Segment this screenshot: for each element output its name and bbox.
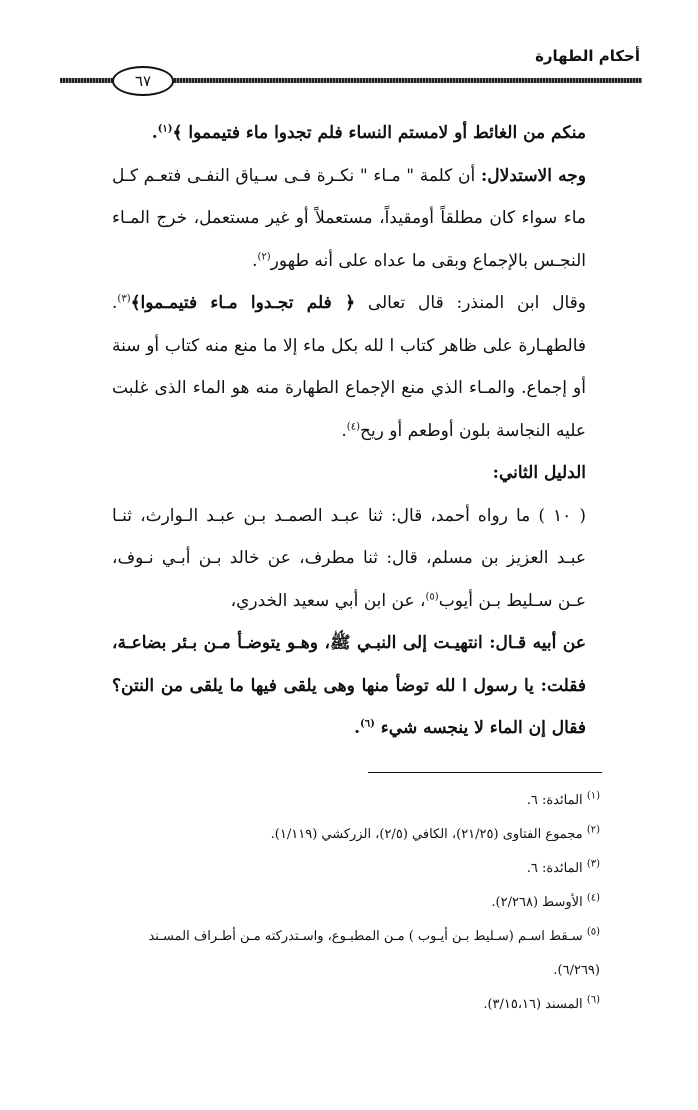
footnote-number: (٢) bbox=[586, 824, 600, 836]
footnote-number: (٣) bbox=[586, 858, 600, 870]
hadith-chain-end: ، عن ابن أبي سعيد الخدري، bbox=[230, 590, 426, 611]
footnote-number: (٥) bbox=[586, 926, 600, 938]
ibn-mundhir-end: . bbox=[341, 420, 347, 441]
footnote-ref-4: (٤) bbox=[346, 420, 360, 432]
main-text bbox=[112, 112, 586, 750]
second-proof-heading: الدليل الثاني: bbox=[492, 463, 586, 483]
hadith-chain-start: ( ١٠ ) ما رواه أحمد، قال: ثنا عبـد الصمـد بـن عبـد الـوارث، ثنـا عبـد العزيز بن مسلم، قال: ثنا مطرف، عن خالد بـن أبـي نـوف، عـن سـليط بـن أيوب bbox=[112, 505, 586, 611]
istidlal-text: أن كلمة " مـاء " نكـرة فـى سـياق النفـى فتعـم كـل ماء سواء كان مطلقاً أومقيداً، مستعملاً أو غير مستعمل، خرج المـاء النجـس بالإجماع وبقى ما عداه على أنه طهور bbox=[112, 165, 586, 271]
ibn-mundhir-verse: ﴿ فلم تجـدوا مـاء فتيمـموا﴾ bbox=[130, 293, 356, 313]
ibn-mundhir-paragraph bbox=[112, 282, 586, 452]
footnote-item bbox=[110, 988, 600, 1022]
footnote-ref-5: (٥) bbox=[425, 590, 439, 602]
footnote-text: المائدة: ٦. bbox=[526, 793, 587, 808]
footnote-number: (٦) bbox=[586, 994, 600, 1006]
page-number: ٦٧ bbox=[112, 66, 174, 96]
running-header-title: أحكام الطهارة bbox=[535, 47, 640, 65]
footnote-ref-2: (٢) bbox=[257, 250, 271, 262]
footnote-ref-1: (١) bbox=[157, 123, 173, 135]
istidlal-paragraph bbox=[112, 155, 586, 283]
footnote-ref-6: (٦) bbox=[360, 718, 375, 730]
ibn-mundhir-rest: . فالطهـارة على ظاهر كتاب ا لله بكل ماء إلا ما منع منه كتاب أو سنة أو إجماع. والمـاء الذي منع الإجماع الطهارة منه هو الماء الذى غلبت عليه النجاسة بلون أوطعم أو ريح bbox=[112, 293, 586, 441]
footnote-text: الأوسط (٢/٢٦٨). bbox=[491, 895, 587, 910]
verse-end-period: . bbox=[151, 123, 158, 143]
footnote-item bbox=[110, 784, 600, 818]
footnote-text: سـقط اسـم (سـليط بـن أيـوب ) مـن المطبـوع، واسـتدركته مـن أطـراف المسـند (٦/٢٦٩). bbox=[148, 929, 600, 978]
hadith-text-paragraph bbox=[112, 622, 586, 750]
hadith-chain-paragraph bbox=[112, 495, 586, 623]
footnote-item bbox=[110, 852, 600, 886]
footnotes-list bbox=[110, 784, 600, 1022]
istidlal-end: . bbox=[252, 250, 258, 271]
hadith-end: . bbox=[354, 718, 361, 738]
footnote-item bbox=[110, 886, 600, 920]
hadith-text: عن أبيه قـال: انتهيـت إلى النبـي ﷺ، وهـو يتوضـأ مـن بـئر بضاعـة، فقلت: يا رسول ا لله توضأ منها وهى يلقى فيها ما يلقى من النتن؟ فقال إن الماء لا ينجسه شيء bbox=[112, 633, 586, 738]
footnote-separator bbox=[368, 772, 602, 773]
footnote-text: مجموع الفتاوى (٢١/٢٥)، الكافي (٢/٥)، الزركشي (١/١١٩). bbox=[270, 827, 587, 842]
footnote-ref-3: (٣) bbox=[117, 293, 131, 305]
footnote-item bbox=[110, 818, 600, 852]
verse-continuation bbox=[112, 112, 586, 155]
footnote-text: المائدة: ٦. bbox=[526, 861, 587, 876]
footnote-number: (١) bbox=[586, 790, 600, 802]
istidlal-label: وجه الاستدلال: bbox=[480, 165, 586, 186]
verse-end-text: منكم من الغائط أو لامستم النساء فلم تجدوا ماء فتيمموا ﴾ bbox=[172, 123, 586, 143]
ibn-mundhir-start: وقال ابن المنذر: قال تعالى bbox=[355, 293, 586, 313]
footnote-item bbox=[110, 920, 600, 988]
footnote-text: المسند (٣/١٥،١٦). bbox=[483, 997, 587, 1012]
footnote-number: (٤) bbox=[586, 892, 600, 904]
